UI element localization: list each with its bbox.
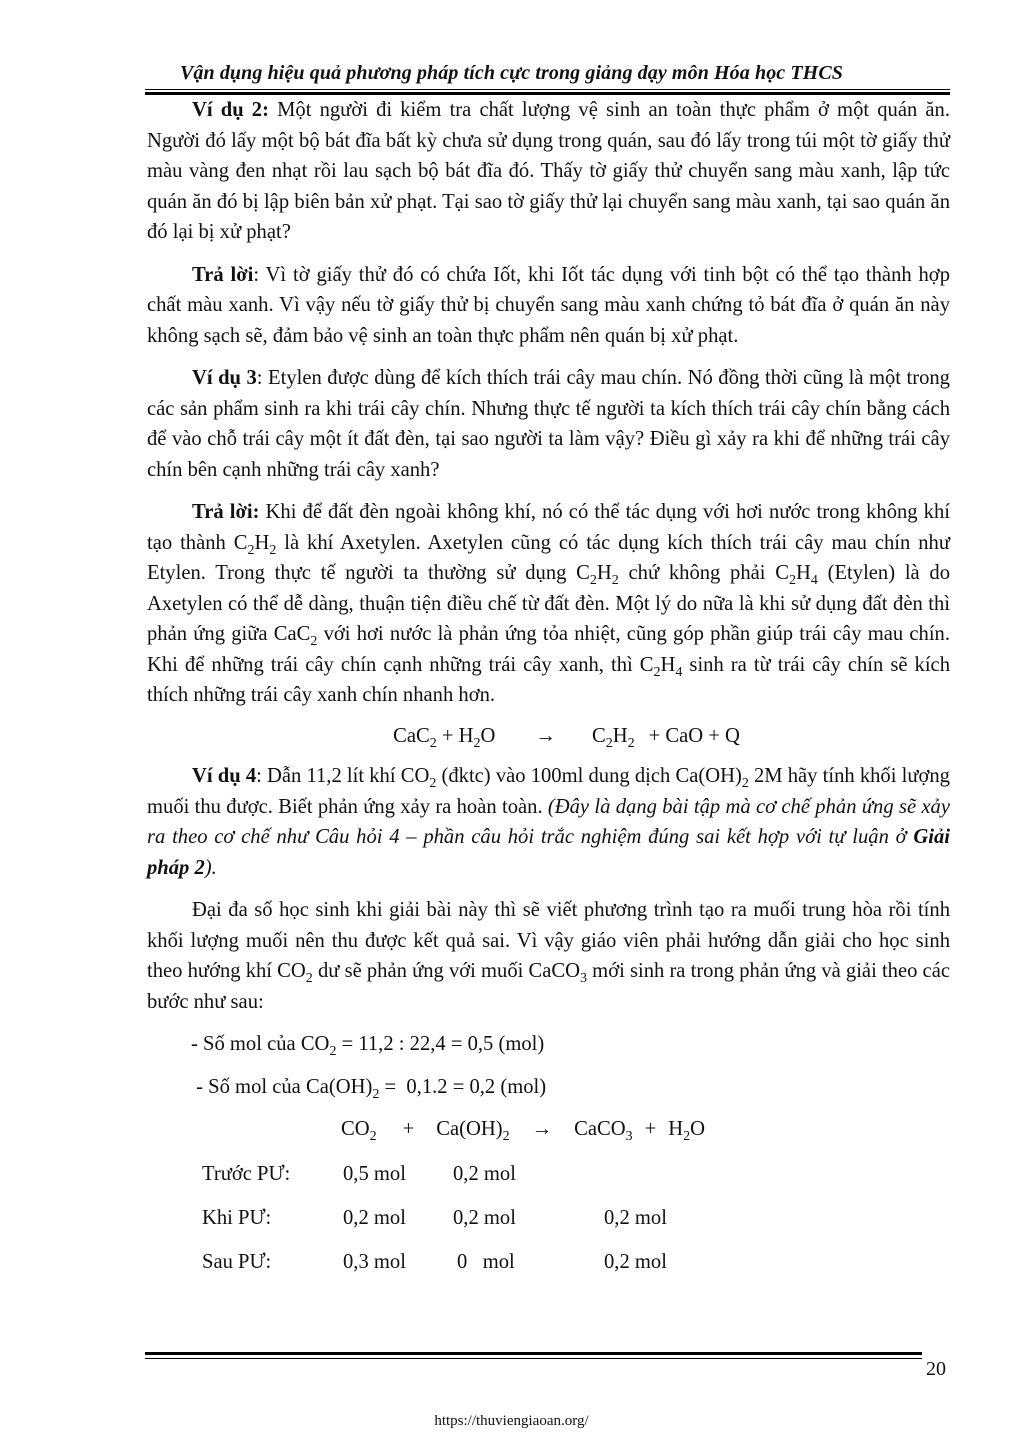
subscript: 2 bbox=[372, 1086, 380, 1102]
footer-rule-thin bbox=[145, 1358, 922, 1359]
subscript: 2 bbox=[741, 776, 749, 791]
cell-co2: 0,3 mol bbox=[343, 1250, 406, 1273]
answer-3-text: là khí Axetylen. Axetylen cũng có tác dụng kích thích trái cây mau chín như Etylen. Trong thực tế người ta thường sử dụng C bbox=[147, 531, 950, 584]
cell-caco3: 0,2 mol bbox=[604, 1250, 667, 1273]
subscript: 2 bbox=[653, 664, 661, 680]
subscript: 4 bbox=[810, 573, 818, 588]
example-2-label: Ví dụ 2: bbox=[192, 99, 269, 121]
example-4-paragraph bbox=[147, 761, 950, 883]
calc-text: - Số mol của CO bbox=[191, 1033, 330, 1055]
footer-rule-thick bbox=[145, 1352, 922, 1355]
eq-term: H bbox=[612, 724, 628, 747]
mol-table bbox=[147, 1159, 950, 1291]
guidance-paragraph bbox=[147, 895, 950, 1017]
mol-table-row bbox=[147, 1247, 950, 1291]
eq-term: CaC bbox=[393, 724, 430, 747]
reaction-arrow-icon: → bbox=[531, 1118, 553, 1140]
footer-url: https://thuviengiaoan.org/ bbox=[434, 1413, 589, 1429]
eq-term: Ca(OH) bbox=[436, 1118, 503, 1140]
subscript: 2 bbox=[627, 735, 635, 751]
answer-3-label: Trả lời: bbox=[192, 501, 260, 523]
subscript: 2 bbox=[611, 573, 619, 588]
example-3-paragraph bbox=[147, 363, 950, 485]
cell-caoh2: 0 mol bbox=[457, 1250, 515, 1273]
eq-term: CO bbox=[341, 1118, 370, 1140]
example-4-label: Ví dụ 4 bbox=[192, 765, 257, 787]
calc-line-caoh2 bbox=[147, 1072, 950, 1103]
subscript: 2 bbox=[269, 542, 277, 558]
subscript: 2 bbox=[589, 573, 597, 588]
example-4-text: (đktc) vào 100ml dung dịch Ca(OH) bbox=[436, 765, 742, 787]
eq-term: + CaO + Q bbox=[648, 724, 740, 747]
calc-text: = 0,1.2 = 0,2 (mol) bbox=[379, 1075, 547, 1098]
cell-co2: 0,2 mol bbox=[343, 1206, 406, 1229]
row-label: Sau PƯ: bbox=[202, 1250, 272, 1273]
calc-line-co2 bbox=[147, 1029, 950, 1060]
subscript: 3 bbox=[580, 971, 588, 986]
example-2-text: Một người đi kiểm tra chất lượng vệ sinh an toàn thực phẩm ở một quán ăn. Người đó lấy một bộ bát đĩa bất kỳ chưa sử dụng trong quán, sau đó lấy trong túi một tờ giấy thử màu vàng đen nhạt rồi lau sạch bộ bát đĩa đó. Thấy tờ giấy thử chuyển sang màu xanh, lập tức quán ăn đó bị lập biên bản xử phạt. Tại sao tờ giấy thử lại chuyển sang màu xanh, tại sao quán ăn đó lại bị xử phạt? bbox=[147, 99, 950, 243]
answer-3-text: với hơi nước là phản ứng tỏa nhiệt, cũng góp phần giúp trái cây mau chín. Khi để những trái cây chín cạnh những trái cây xanh, thì C bbox=[147, 623, 950, 676]
subscript: 2 bbox=[247, 542, 255, 558]
header-rule-thin bbox=[145, 89, 950, 90]
eq-term: + H bbox=[436, 724, 474, 747]
eq-term: C bbox=[591, 724, 606, 747]
answer-2-text: : Vì tờ giấy thử đó có chứa Iốt, khi Iốt tác dụng với tinh bột có thể tạo thành hợp chất màu xanh. Vì vậy nếu tờ giấy thử bị chuyển sang màu xanh chứng tỏ bát đĩa ở quán ăn này không sạch sẽ, đảm bảo vệ sinh an toàn thực phẩm nên quán bị xử phạt. bbox=[147, 263, 950, 347]
example-4-text: : Dẫn 11,2 lít khí CO bbox=[256, 765, 430, 787]
answer-3-text: (Etylen) là do Axetylen có thể dễ dàng, thuận tiện điều chế từ đất đèn. Một lý do nữa là khi sử dụng đất đèn thì phản ứng giữa CaC bbox=[147, 562, 951, 645]
eq-term: + bbox=[402, 1118, 415, 1140]
page-content bbox=[147, 95, 950, 1291]
calc-text: = 11,2 : 22,4 = 0,5 (mol) bbox=[336, 1033, 545, 1055]
subscript: 2 bbox=[789, 573, 796, 588]
eq-term: CaCO bbox=[574, 1118, 626, 1140]
example-4-note-bold: Giải pháp 2 bbox=[147, 826, 950, 879]
answer-3-text: chứ không phải C bbox=[618, 562, 789, 584]
page-number: 20 bbox=[926, 1358, 946, 1380]
cell-caco3: 0,2 mol bbox=[604, 1206, 667, 1229]
answer-2-label: Trả lời bbox=[192, 263, 254, 286]
example-4-text: 2M hãy tính khối lượng muối thu được. Biết phản ứng xảy ra hoàn toàn. bbox=[147, 765, 950, 818]
example-4-note: (Đây là dạng bài tập mà cơ chế phản ứng sẽ xảy ra theo cơ chế như Câu hỏi 4 – phần câu hỏi trắc nghiệm đúng sai kết hợp với tự luận ở bbox=[147, 795, 950, 848]
example-3-text: : Etylen được dùng để kích thích trái cây mau chín. Nó đồng thời cũng là một trong các sản phẩm sinh ra khi trái cây chín. Nhưng thực tế người ta kích thích trái cây chín bằng cách để vào chỗ trái cây một ít đất đèn, tại sao người ta làm vậy? Điều gì xảy ra khi để những trái cây chín bên cạnh những trái cây xanh? bbox=[147, 367, 950, 481]
subscript: 2 bbox=[605, 735, 613, 751]
answer-2-paragraph bbox=[147, 260, 950, 352]
subscript: 2 bbox=[310, 634, 318, 649]
row-label: Khi PƯ: bbox=[202, 1206, 272, 1229]
example-3-label: Ví dụ 3 bbox=[192, 367, 257, 389]
subscript: 2 bbox=[429, 735, 437, 751]
example-2-paragraph bbox=[147, 95, 950, 248]
subscript: 2 bbox=[429, 776, 437, 791]
mol-table-row bbox=[147, 1203, 950, 1247]
subscript: 2 bbox=[502, 1129, 510, 1144]
eq-term: O bbox=[690, 1118, 706, 1140]
cell-caoh2: 0,2 mol bbox=[453, 1206, 516, 1229]
page-header-title: Vận dụng hiệu quả phương pháp tích cực trong giảng dạy môn Hóa học THCS bbox=[179, 62, 844, 84]
guidance-text: Đại đa số học sinh khi giải bài này thì sẽ viết phương trình tạo ra muối trung hòa rồi tính khối lượng muối nên thu được kết quả sai. Vì vậy giáo viên phải hướng dẫn giải cho học sinh theo hướng khí CO bbox=[147, 899, 950, 982]
row-label: Trước PƯ: bbox=[202, 1162, 291, 1185]
subscript: 2 bbox=[369, 1129, 377, 1144]
subscript: 3 bbox=[625, 1129, 633, 1144]
eq-term: + bbox=[644, 1118, 657, 1140]
calc-text: - Số mol của Ca(OH) bbox=[191, 1075, 373, 1098]
subscript: 4 bbox=[675, 664, 683, 680]
subscript: 2 bbox=[329, 1044, 337, 1059]
subscript: 2 bbox=[473, 735, 481, 751]
cell-co2: 0,5 mol bbox=[343, 1162, 406, 1185]
eq-term: H bbox=[668, 1118, 684, 1140]
eq-term: O bbox=[480, 724, 496, 747]
answer-3-paragraph: Trả lời: Khi để đất đèn ngoài không khí, nó có thể tác dụng với hơi nước trong không khí tạo thành $C_2H_2$ là khí Axetylen. Axetylen cũng có tác dụng kích thích trái cây mau chín như Etylen. Trong thực tế người ta thường sử dụng $C_2H_2$ chứ không phải $C_2H_4$ (Etylen) là do Axetylen có thể dễ dàng, thuận tiện điều chế từ đất đèn. Một lý do nữa là khi sử dụng đất đèn thì phản ứng giữa CaC$_2$ với hơi nước là phản ứng tỏa nhiệt, cũng góp phần giúp trái cây mau chín. Khi để những trái cây chín cạnh những trái cây xanh, thì $C_2H_4$ sinh ra từ trái cây chín sẽ kích thích những trái cây xanh chín nhanh hơn. bbox=[147, 501, 951, 706]
subscript: 2 bbox=[683, 1129, 691, 1144]
guidance-text: dư sẽ phản ứng với muối CaCO bbox=[312, 960, 581, 982]
subscript: 2 bbox=[305, 971, 313, 986]
answer-3-text: Khi để đất đèn ngoài không khí, nó có thể tác dụng với hơi nước trong không khí tạo thành C bbox=[147, 501, 950, 554]
mol-table-row bbox=[147, 1159, 950, 1203]
reaction-arrow-icon: → bbox=[535, 724, 556, 747]
equation-co2-caoh2 bbox=[147, 1114, 950, 1145]
cell-caoh2: 0,2 mol bbox=[453, 1162, 516, 1185]
equation-acetylene bbox=[147, 721, 950, 752]
answer-3-text: sinh ra từ trái cây chín sẽ kích thích những trái cây xanh chín nhanh hơn. bbox=[147, 653, 950, 706]
example-4-note: ). bbox=[204, 856, 217, 879]
guidance-text: mới sinh ra trong phản ứng và giải theo các bước như sau: bbox=[147, 960, 950, 1013]
